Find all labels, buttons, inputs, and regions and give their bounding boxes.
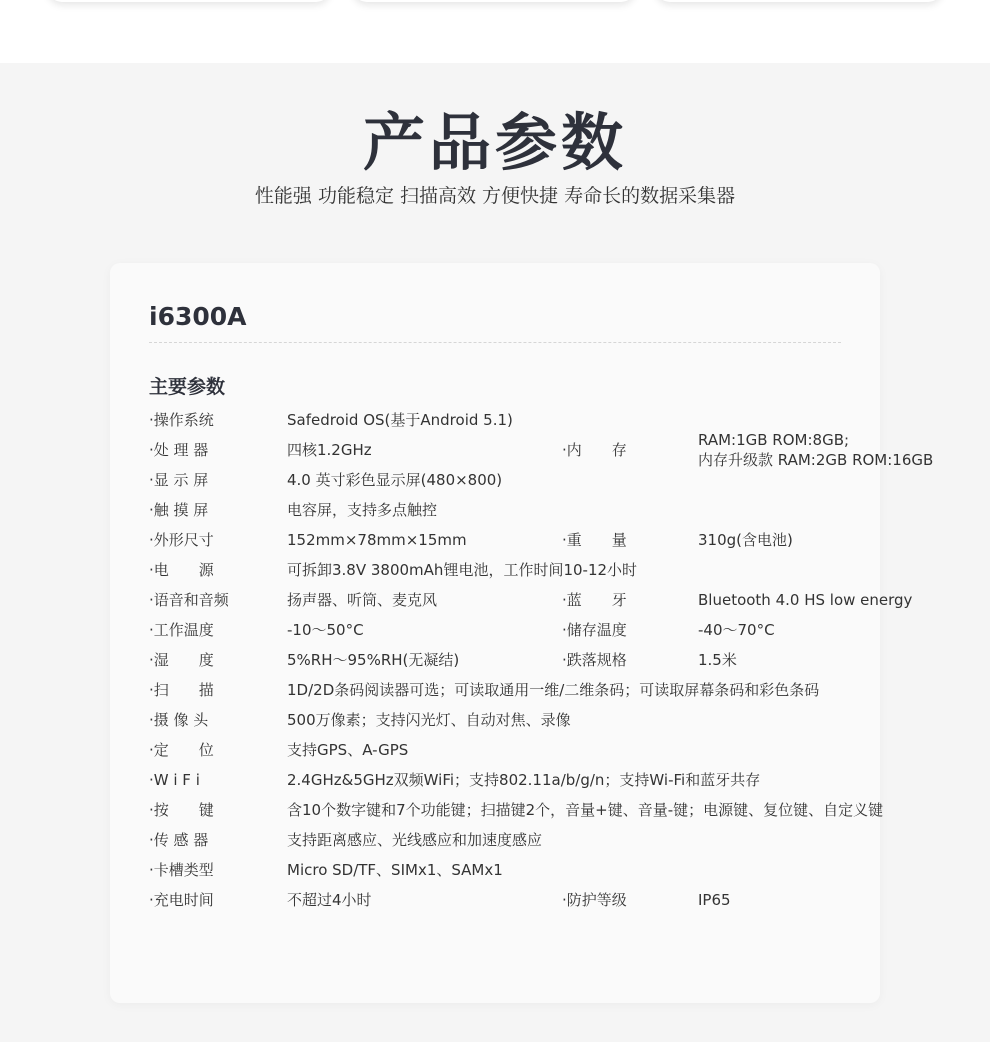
- spec-value-camera: 500万像素；支持闪光灯、自动对焦、录像: [287, 711, 571, 729]
- spec-label-display: ·显 示 屏: [149, 471, 209, 489]
- spec-label-keys: ·按 键: [149, 801, 214, 819]
- spec-value-work-temp: -10～50°C: [287, 621, 364, 639]
- spec-value-drop: 1.5米: [698, 651, 737, 669]
- spec-value-audio: 扬声器、听筒、麦克风: [287, 591, 438, 609]
- page-title: 产品参数: [362, 106, 627, 179]
- dashed-divider: [149, 342, 841, 343]
- spec-value-memory-line1: RAM:1GB ROM:8GB;: [698, 431, 850, 449]
- spec-label-memory: ·内 存: [562, 441, 627, 459]
- spec-value-slots: Micro SD/TF、SIMx1、SAMx1: [287, 861, 503, 879]
- spec-label-gps: ·定 位: [149, 741, 214, 759]
- top-card-2: [353, 0, 635, 2]
- spec-label-camera: ·摄 像 头: [149, 711, 209, 729]
- top-banner-strip: [0, 0, 990, 63]
- spec-label-work-temp: ·工作温度: [149, 621, 214, 639]
- spec-value-os: Safedroid OS(基于Android 5.1): [287, 411, 513, 429]
- spec-label-weight: ·重 量: [562, 531, 627, 549]
- spec-value-wifi: 2.4GHz&5GHz双频WiFi；支持802.11a/b/g/n；支持Wi-Fi和蓝牙共存: [287, 771, 761, 789]
- spec-value-weight: 310g(含电池): [698, 531, 793, 549]
- top-card-1: [48, 0, 330, 2]
- section-title: 主要参数: [149, 376, 226, 398]
- spec-label-wifi: ·W i F i: [149, 771, 200, 789]
- spec-value-scan: 1D/2D条码阅读器可选；可读取通用一维/二维条码；可读取屏幕条码和彩色条码: [287, 681, 820, 699]
- spec-value-keys: 含10个数字键和7个功能键；扫描键2个，音量+键、音量-键；电源键、复位键、自定义键: [287, 801, 884, 819]
- spec-value-sensors: 支持距离感应、光线感应和加速度感应: [287, 831, 543, 849]
- spec-label-sensors: ·传 感 器: [149, 831, 209, 849]
- spec-label-size: ·外形尺寸: [149, 531, 214, 549]
- spec-label-humidity: ·湿 度: [149, 651, 214, 669]
- spec-label-power: ·电 源: [149, 561, 214, 579]
- spec-label-drop: ·跌落规格: [562, 651, 627, 669]
- spec-value-touch: 电容屏，支持多点触控: [287, 501, 438, 519]
- spec-value-gps: 支持GPS、A-GPS: [287, 741, 409, 759]
- spec-value-bluetooth: Bluetooth 4.0 HS low energy: [698, 591, 913, 609]
- spec-label-ip: ·防护等级: [562, 891, 627, 909]
- model-name: i6300A: [149, 302, 247, 331]
- spec-value-memory-line2: 内存升级款 RAM:2GB ROM:16GB: [698, 451, 934, 469]
- spec-label-storage-temp: ·储存温度: [562, 621, 627, 639]
- spec-value-humidity: 5%RH～95%RH(无凝结): [287, 651, 460, 669]
- spec-value-ip: IP65: [698, 891, 731, 909]
- spec-label-charge: ·充电时间: [149, 891, 214, 909]
- spec-label-cpu: ·处 理 器: [149, 441, 209, 459]
- page-subtitle: 性能强 功能稳定 扫描高效 方便快捷 寿命长的数据采集器: [254, 185, 736, 207]
- spec-value-power: 可拆卸3.8V 3800mAh锂电池，工作时间10-12小时: [287, 561, 638, 579]
- spec-label-os: ·操作系统: [149, 411, 214, 429]
- top-card-3: [656, 0, 942, 2]
- spec-label-audio: ·语音和音频: [149, 591, 229, 609]
- spec-label-scan: ·扫 描: [149, 681, 214, 699]
- spec-label-slots: ·卡槽类型: [149, 861, 214, 879]
- spec-value-cpu: 四核1.2GHz: [287, 441, 372, 459]
- spec-value-storage-temp: -40～70°C: [698, 621, 775, 639]
- spec-label-bluetooth: ·蓝 牙: [562, 591, 627, 609]
- spec-label-touch: ·触 摸 屏: [149, 501, 209, 519]
- spec-value-charge: 不超过4小时: [287, 891, 372, 909]
- spec-value-display: 4.0 英寸彩色显示屏(480×800): [287, 471, 503, 489]
- spec-value-size: 152mm×78mm×15mm: [287, 531, 467, 549]
